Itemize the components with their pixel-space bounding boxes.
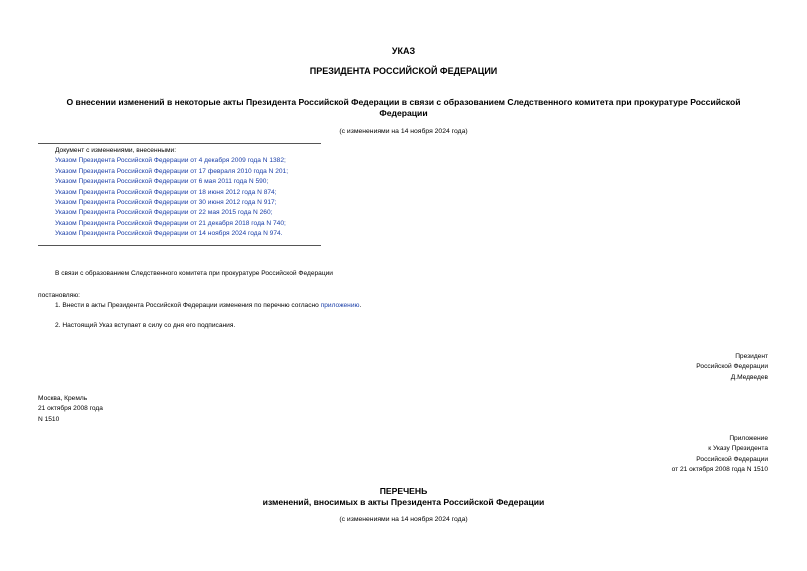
signature-line: Российской Федерации [696, 363, 768, 371]
list-title-block [0, 486, 807, 508]
annex-line: от 21 октября 2008 года N 1510 [671, 466, 768, 474]
list-title: ПЕРЕЧЕНЬ [379, 486, 428, 496]
annex-header [672, 434, 768, 476]
changes-label: Документ с изменениями, внесенными: [55, 147, 177, 154]
change-link[interactable]: Указом Президента Российской Федерации от 17 февраля 2010 года N 201; [55, 167, 289, 175]
decree-word: постановляю: [38, 292, 81, 299]
decree-number: N 1510 [38, 415, 60, 423]
signature-block [696, 352, 768, 383]
change-link[interactable]: Указом Президента Российской Федерации от 22 мая 2015 года N 260; [55, 209, 273, 217]
place: Москва, Кремль [38, 395, 88, 402]
document-title: УКАЗ [391, 46, 416, 56]
item-1-text: 1. Внести в акты Президента Российской Федерации изменения по перечню согласно [55, 302, 321, 309]
changes-top-divider [38, 143, 321, 144]
annex-line: Приложение [729, 435, 768, 442]
changes-block [55, 146, 288, 240]
annex-line: к Указу Президента [708, 445, 768, 453]
change-link[interactable]: Указом Президента Российской Федерации от 18 июня 2012 года N 874; [55, 188, 277, 196]
signature-line: Президент [735, 353, 768, 360]
annex-line: Российской Федерации [696, 455, 768, 463]
date: 21 октября 2008 года [38, 405, 103, 413]
signature-name: Д.Медведев [730, 373, 768, 381]
change-link[interactable]: Указом Президента Российской Федерации от 4 декабря 2009 года N 1382; [55, 157, 286, 165]
change-link[interactable]: Указом Президента Российской Федерации от 21 декабря 2018 года N 740; [55, 219, 286, 227]
preamble-text: В связи с образованием Следственного комитета при прокуратуре Российской Федерации [55, 270, 333, 277]
change-link[interactable]: Указом Президента Российской Федерации от 14 ноября 2024 года N 974. [55, 230, 283, 238]
change-link[interactable]: Указом Президента Российской Федерации от 30 июня 2012 года N 917; [55, 199, 277, 207]
item-1 [55, 302, 361, 309]
changes-bottom-divider [38, 245, 321, 246]
list-subtitle: изменений, вносимых в акты Президента Российской Федерации [262, 497, 545, 507]
issuer-title: ПРЕЗИДЕНТА РОССИЙСКОЙ ФЕДЕРАЦИИ [309, 66, 498, 76]
place-date-block [38, 394, 103, 425]
annex-link[interactable]: приложению [320, 302, 360, 309]
change-link[interactable]: Указом Президента Российской Федерации от 6 мая 2011 года N 590; [55, 178, 269, 186]
list-edition-note: (с изменениями на 14 ноября 2024 года) [339, 516, 468, 523]
item-2: 2. Настоящий Указ вступает в силу со дня его подписания. [55, 322, 236, 329]
document-subject: О внесении изменений в некоторые акты Президента Российской Федерации в связи с образованием Следственного комитета при прокуратуре Российской Федерации [66, 97, 741, 118]
item-1-end: . [359, 302, 362, 309]
edition-note: (с изменениями на 14 ноября 2024 года) [339, 128, 468, 135]
